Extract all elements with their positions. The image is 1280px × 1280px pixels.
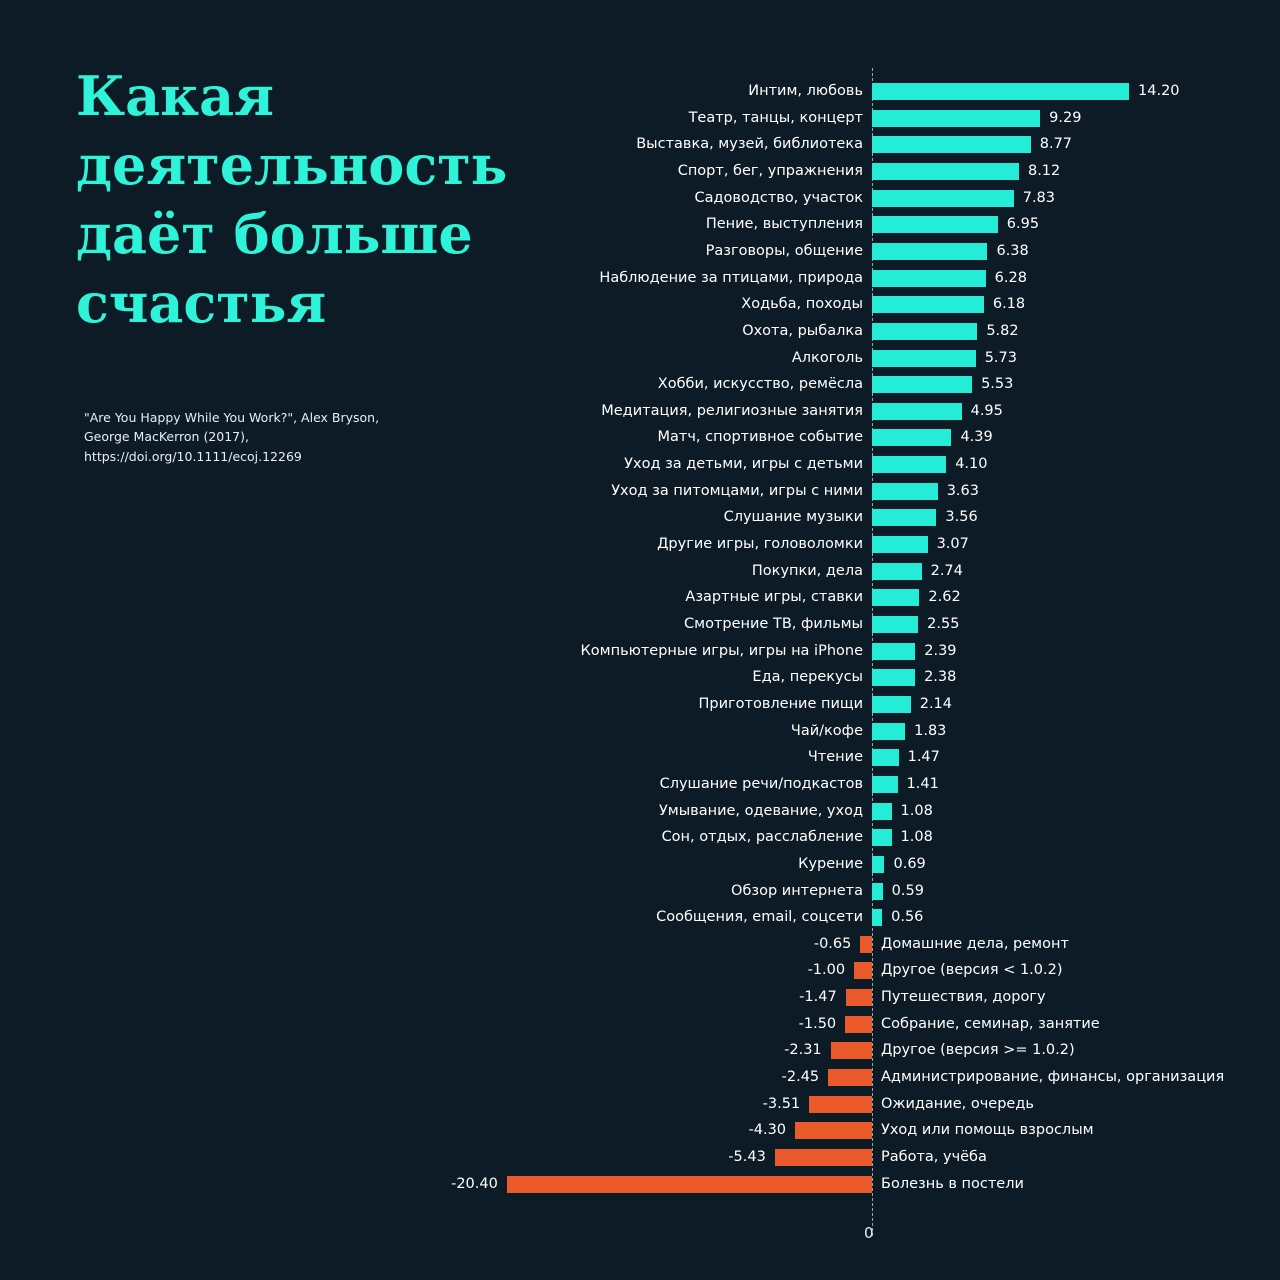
bar (845, 1016, 872, 1033)
bar-row (0, 105, 1280, 131)
value-label: 7.83 (1022, 189, 1056, 206)
value-label: -5.43 (728, 1149, 766, 1165)
bar (872, 296, 984, 313)
bar-row (0, 1037, 1280, 1063)
category-label: Уход за детьми, игры с детьми (624, 456, 863, 473)
bar (872, 483, 938, 500)
bar (872, 323, 977, 340)
category-label: Разговоры, общение (705, 242, 863, 259)
category-label: Другое (версия < 1.0.2) (881, 962, 1063, 979)
category-label: Умывание, одевание, уход (658, 802, 863, 819)
bar (872, 776, 898, 793)
bar-row (0, 638, 1280, 664)
bar (872, 270, 986, 287)
value-label: 8.12 (1027, 162, 1061, 179)
value-label: 0.56 (891, 909, 924, 926)
value-label: 4.10 (955, 456, 988, 473)
bar (872, 456, 946, 473)
bar-row (0, 1117, 1280, 1143)
category-label: Другие игры, головоломки (657, 536, 863, 553)
category-label: Слушание речи/подкастов (659, 775, 863, 792)
value-label: -2.45 (781, 1069, 820, 1086)
page-title: Какая деятельность даёт больше счастья (76, 64, 508, 336)
value-label: 1.41 (906, 775, 939, 792)
value-label: 2.62 (928, 589, 961, 606)
bar (872, 243, 987, 260)
bar (872, 403, 962, 420)
value-label: 14.20 (1138, 83, 1180, 99)
bar-row (0, 664, 1280, 690)
category-label: Наблюдение за птицами, природа (599, 269, 863, 286)
value-label: 1.08 (900, 802, 933, 819)
value-label: 1.83 (914, 722, 947, 739)
category-label: Охота, рыбалка (742, 322, 863, 339)
bar-row (0, 691, 1280, 717)
bar-row (0, 185, 1280, 211)
category-label: Ходьба, походы (741, 296, 863, 313)
bar-row (0, 1091, 1280, 1117)
bar-row (0, 824, 1280, 850)
bar (872, 110, 1040, 127)
value-label: 6.38 (996, 242, 1029, 259)
category-label: Уход или помощь взрослым (881, 1122, 1094, 1139)
value-label: -1.00 (807, 962, 846, 979)
value-label: 0.69 (893, 855, 926, 872)
bar-row (0, 504, 1280, 530)
bar (795, 1122, 872, 1139)
category-label: Садоводство, участок (694, 189, 863, 206)
value-label: 3.56 (945, 509, 978, 526)
bar-row (0, 931, 1280, 957)
bar (872, 616, 918, 633)
bar-row (0, 131, 1280, 157)
category-label: Пение, выступления (705, 216, 863, 233)
value-label: 1.47 (907, 749, 940, 766)
category-label: Чтение (807, 749, 863, 766)
category-label: Медитация, религиозные занятия (601, 402, 863, 419)
bar (854, 962, 872, 979)
bar-row (0, 984, 1280, 1010)
bar (872, 749, 899, 766)
value-label: 2.14 (919, 695, 953, 712)
category-label: Сон, отдых, расслабление (661, 829, 863, 846)
bar (872, 216, 998, 233)
value-label: -4.30 (748, 1122, 787, 1139)
bar-row (0, 478, 1280, 504)
value-label: 6.28 (994, 269, 1027, 286)
bar (846, 989, 872, 1006)
bar (872, 429, 951, 446)
bar-row (0, 211, 1280, 237)
bar (872, 536, 928, 553)
value-label: 6.95 (1006, 216, 1040, 233)
category-label: Обзор интернета (731, 882, 863, 899)
bar (872, 883, 883, 900)
category-label: Работа, учёба (881, 1149, 987, 1165)
bar (828, 1069, 872, 1086)
bar-row (0, 451, 1280, 477)
value-label: 5.53 (981, 376, 1014, 393)
value-label: 4.95 (970, 402, 1003, 419)
bar (872, 643, 915, 660)
bar-row (0, 798, 1280, 824)
value-label: 2.74 (930, 562, 963, 579)
bar (872, 669, 915, 686)
value-label: 2.39 (924, 642, 957, 659)
bar (831, 1042, 872, 1059)
bar (872, 509, 936, 526)
value-label: -1.50 (798, 1015, 837, 1032)
bar-row (0, 424, 1280, 450)
bar-row (0, 558, 1280, 584)
category-label: Смотрение ТВ, фильмы (684, 616, 863, 632)
bar (872, 190, 1014, 207)
category-label: Слушание музыки (723, 509, 863, 526)
bar (809, 1096, 872, 1113)
bar-row (0, 904, 1280, 930)
value-label: 4.39 (960, 429, 993, 446)
source-citation: "Are You Happy While You Work?", Alex Bryson, George MacKerron (2017), https://doi.org/10.1111/ecoj.12269 (84, 410, 380, 464)
value-label: 2.55 (927, 616, 960, 632)
bar-row (0, 531, 1280, 557)
category-label: Администрирование, финансы, организация (881, 1069, 1225, 1086)
bar-row (0, 265, 1280, 291)
bar-row (0, 957, 1280, 983)
bar (872, 803, 892, 820)
category-label: Домашние дела, ремонт (881, 935, 1069, 952)
category-label: Чай/кофе (790, 722, 863, 739)
value-label: 3.63 (946, 482, 979, 499)
bar (872, 909, 882, 926)
bar (872, 856, 884, 873)
bar (872, 163, 1019, 180)
value-label: 3.07 (936, 536, 969, 553)
category-label: Интим, любовь (748, 83, 863, 99)
bar-row (0, 584, 1280, 610)
bar-row (0, 718, 1280, 744)
bar-row (0, 851, 1280, 877)
bar-row (0, 371, 1280, 397)
category-label: Спорт, бег, упражнения (677, 162, 863, 179)
value-label: 5.73 (984, 349, 1017, 366)
bar-row (0, 78, 1280, 104)
category-label: Азартные игры, ставки (685, 589, 863, 606)
category-label: Компьютерные игры, игры на iPhone (580, 642, 863, 659)
value-label: 9.29 (1049, 109, 1082, 126)
category-label: Приготовление пищи (698, 695, 863, 712)
value-label: 1.08 (900, 829, 933, 846)
category-label: Покупки, дела (751, 562, 863, 579)
bar-row (0, 158, 1280, 184)
value-label: 6.18 (992, 296, 1026, 313)
bar-row (0, 771, 1280, 797)
category-label: Алкоголь (791, 349, 863, 366)
category-label: Болезнь в постели (881, 1175, 1024, 1192)
category-label: Курение (798, 855, 863, 872)
category-label: Ожидание, очередь (881, 1095, 1034, 1112)
bar (872, 83, 1129, 100)
bar-row (0, 345, 1280, 371)
category-label: Хобби, искусство, ремёсла (657, 376, 863, 393)
bar (872, 376, 972, 393)
category-label: Театр, танцы, концерт (688, 109, 863, 126)
bar-row (0, 1144, 1280, 1170)
category-label: Уход за питомцами, игры с ними (611, 482, 863, 499)
bar-row (0, 398, 1280, 424)
bar (872, 350, 976, 367)
value-label: -2.31 (784, 1042, 822, 1059)
bar-row (0, 238, 1280, 264)
bar-row (0, 744, 1280, 770)
bar-row (0, 318, 1280, 344)
bar-row (0, 1171, 1280, 1197)
value-label: 0.59 (891, 882, 924, 899)
bar (872, 136, 1031, 153)
bar-row (0, 1064, 1280, 1090)
bar-row (0, 611, 1280, 637)
category-label: Выставка, музей, библиотека (636, 136, 863, 153)
bar (872, 696, 911, 713)
bar-row (0, 878, 1280, 904)
value-label: 8.77 (1039, 136, 1073, 153)
category-label: Путешествия, дорогу (881, 989, 1046, 1006)
category-label: Еда, перекусы (752, 669, 863, 686)
bar (872, 563, 922, 580)
value-label: -1.47 (799, 989, 837, 1006)
category-label: Сообщения, email, соцсети (656, 909, 863, 926)
value-label: -20.40 (451, 1175, 498, 1192)
bar (872, 589, 919, 606)
bar (872, 723, 905, 740)
category-label: Другое (версия >= 1.0.2) (881, 1042, 1075, 1059)
bar (872, 829, 892, 846)
value-label: -3.51 (762, 1095, 801, 1112)
bar (860, 936, 872, 953)
category-label: Матч, спортивное событие (657, 429, 863, 446)
category-label: Собрание, семинар, занятие (881, 1015, 1100, 1032)
value-label: 5.82 (986, 322, 1019, 339)
bar-row (0, 1011, 1280, 1037)
value-label: 2.38 (924, 669, 957, 686)
value-label: -0.65 (813, 935, 852, 952)
bar (775, 1149, 872, 1166)
zero-axis-tick-label: 0 (864, 1224, 874, 1242)
bar-row (0, 291, 1280, 317)
bar (507, 1176, 872, 1193)
